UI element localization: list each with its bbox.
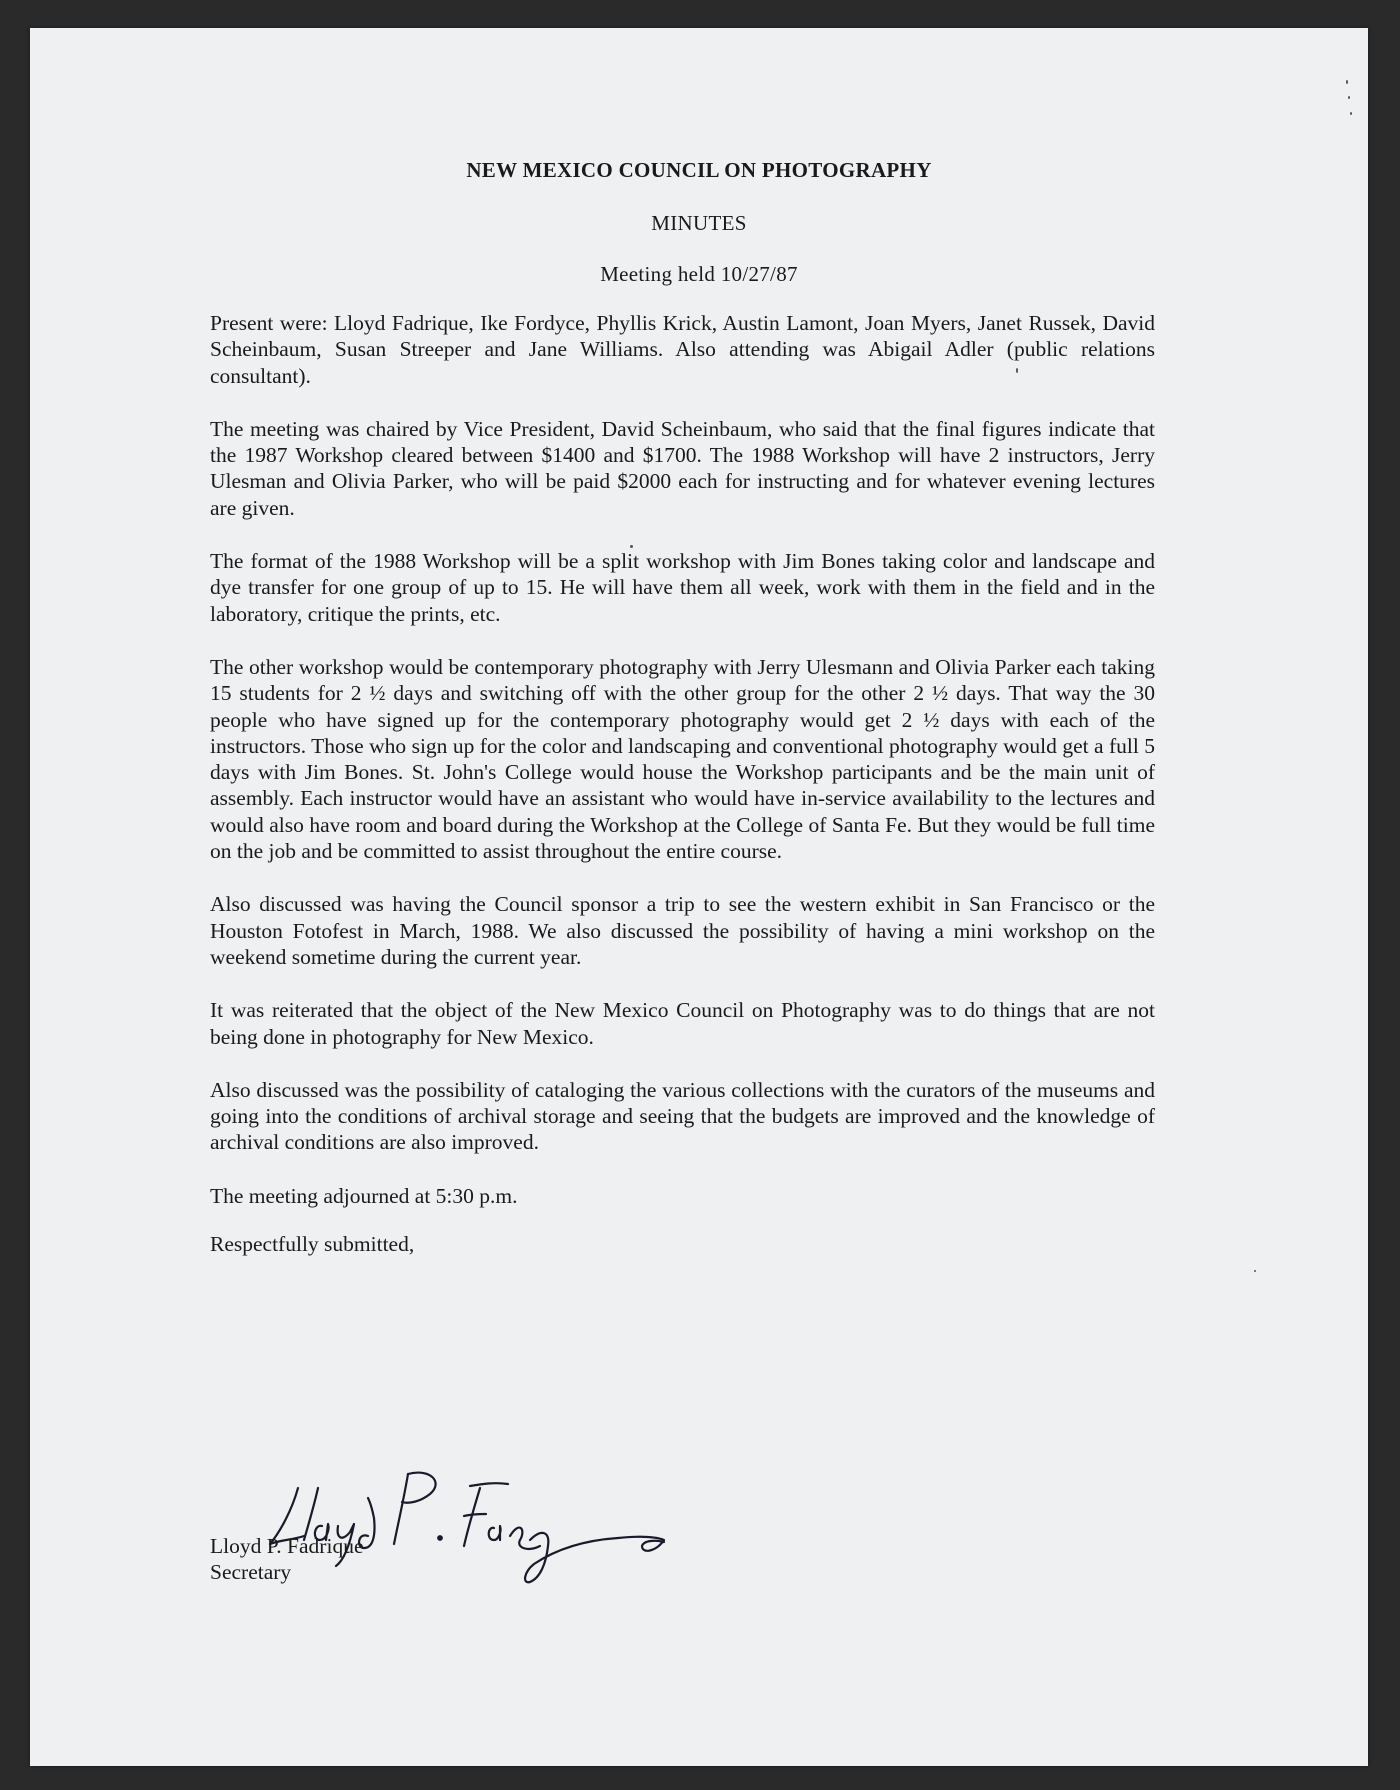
paragraph-other-workshop: The other workshop would be contemporary photography with Jerry Ulesmann and Olivia Parker each taking 15 students for 2 ½ days and switching off with the other group for the other 2 ½ days. That way the 30 people who have signed up for the contemporary photography would get 2 ½ days with each of the instructors. Those who sign up for the color and landscaping and conventional photography would get a full 5 days with Jim Bones. St. John's College would house the Workshop participants and be the main unit of assembly. Each instructor would have an assistant who would have in-service availability to the lectures and would also have room and board during the Workshop at the College of Santa Fe. But they would be full time on the job and be committed to assist throughout the entire course. (210, 654, 1155, 864)
meeting-date-line: Meeting held 10/27/87 (600, 262, 798, 286)
paper-speck (1254, 1270, 1256, 1272)
paper-speck (1348, 96, 1350, 99)
paper-speck (1346, 80, 1348, 84)
signer-block (210, 1533, 363, 1585)
paragraph-workshop-format: The format of the 1988 Workshop will be a split workshop with Jim Bones taking color and landscape and dye transfer for one group of up to 15. He will have them all week, work with them in the field and in the laboratory, critique the prints, etc. (210, 549, 1155, 626)
document-page (30, 28, 1368, 1766)
paragraph-council-object: It was reiterated that the object of the New Mexico Council on Photography was to do things that are not being done in photography for New Mexico. (210, 998, 1155, 1049)
paper-speck (1350, 112, 1352, 115)
document-subtitle: MINUTES (651, 211, 747, 235)
paragraph-chair-report: The meeting was chaired by Vice President, David Scheinbaum, who said that the final figures indicate that the 1987 Workshop cleared between $1400 and $1700. The 1988 Workshop will have 2 instructors, Jerry Ulesman and Olivia Parker, who will be paid $2000 each for instructing and for whatever evening lectures are given. (210, 416, 1155, 520)
closing-line: Respectfully submitted, (210, 1232, 415, 1257)
minutes-body (210, 310, 1155, 1284)
signer-title: Secretary (210, 1560, 292, 1584)
paragraph-attendees: Present were: Lloyd Fadrique, Ike Fordyce, Phyllis Krick, Austin Lamont, Joan Myers, Janet Russek, David Scheinbaum, Susan Streeper and Jane Williams. Also attending was Abigail Adler (public relations consultant). (210, 311, 1155, 388)
paper-speck (1016, 368, 1018, 373)
document-title: NEW MEXICO COUNCIL ON PHOTOGRAPHY (466, 158, 932, 182)
paragraph-cataloging: Also discussed was the possibility of cataloging the various collections with the curators of the museums and going into the conditions of archival storage and seeing that the budgets are improved and the knowledge of archival conditions are also improved. (210, 1077, 1155, 1155)
signer-name: Lloyd P. Fadrique (210, 1534, 364, 1558)
paragraph-trip-discussion: Also discussed was having the Council sponsor a trip to see the western exhibit in San Francisco or the Houston Fotofest in March, 1988. We also discussed the possibility of having a mini workshop on the weekend sometime during the current year. (210, 892, 1155, 969)
paper-speck (630, 545, 633, 548)
adjournment-line: The meeting adjourned at 5:30 p.m. (210, 1183, 518, 1208)
